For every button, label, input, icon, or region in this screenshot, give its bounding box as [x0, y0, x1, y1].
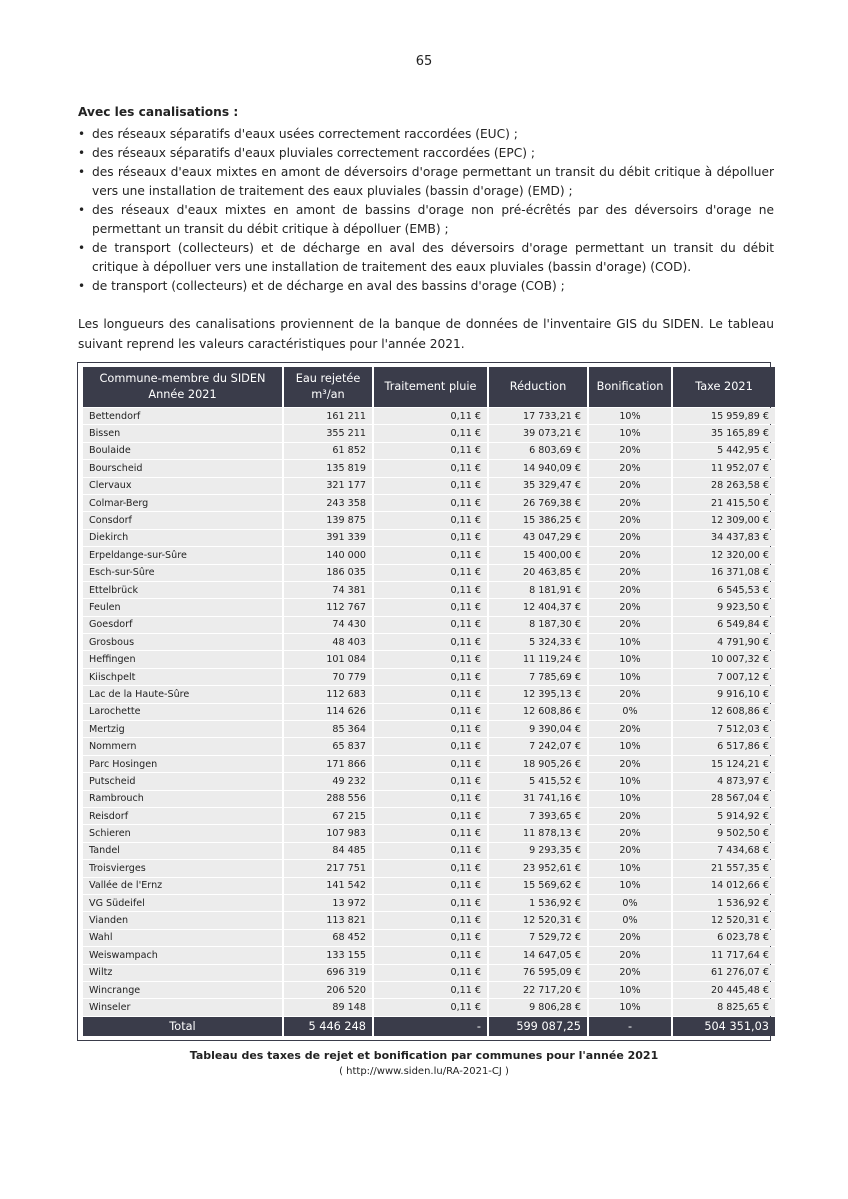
table-row — [83, 791, 775, 807]
cell-traitement: 0,11 € — [374, 408, 487, 424]
table-row — [83, 860, 775, 876]
cell-reduction: 9 390,04 € — [489, 721, 587, 737]
cell-traitement: 0,11 € — [374, 547, 487, 563]
total-bonification: - — [589, 1017, 671, 1036]
cell-eau-rejetee: 114 626 — [284, 704, 372, 720]
cell-traitement: 0,11 € — [374, 495, 487, 511]
cell-bonification: 20% — [589, 721, 671, 737]
cell-bonification: 20% — [589, 965, 671, 981]
total-label: Total — [83, 1017, 282, 1036]
table-caption: Tableau des taxes de rejet et bonification par communes pour l'année 2021 — [189, 1049, 659, 1062]
cell-taxe: 28 567,04 € — [673, 791, 775, 807]
cell-bonification: 20% — [589, 843, 671, 859]
cell-taxe: 15 959,89 € — [673, 408, 775, 424]
cell-bonification: 10% — [589, 669, 671, 685]
cell-bonification: 20% — [589, 617, 671, 633]
cell-traitement: 0,11 € — [374, 878, 487, 894]
cell-taxe: 9 923,50 € — [673, 599, 775, 615]
cell-reduction: 8 181,91 € — [489, 582, 587, 598]
bullet-icon: • — [78, 146, 86, 160]
cell-reduction: 39 073,21 € — [489, 425, 587, 441]
cell-traitement: 0,11 € — [374, 704, 487, 720]
cell-taxe: 6 023,78 € — [673, 930, 775, 946]
table-row — [83, 634, 775, 650]
cell-commune: Goesdorf — [83, 617, 282, 633]
bullet-icon: • — [78, 279, 86, 293]
source-link[interactable]: ( http://www.siden.lu/RA-2021-CJ ) — [339, 1066, 509, 1077]
bullet-list — [78, 125, 774, 296]
cell-commune: Esch-sur-Sûre — [83, 565, 282, 581]
cell-commune: Nommern — [83, 738, 282, 754]
cell-traitement: 0,11 € — [374, 460, 487, 476]
cell-reduction: 15 386,25 € — [489, 512, 587, 528]
cell-eau-rejetee: 321 177 — [284, 478, 372, 494]
cell-bonification: 0% — [589, 704, 671, 720]
list-item: • de transport (collecteurs) et de décharge en aval des bassins d'orage (COB) ; — [78, 277, 774, 296]
cell-commune: Heffingen — [83, 651, 282, 667]
table-row — [83, 756, 775, 772]
cell-taxe: 12 608,86 € — [673, 704, 775, 720]
cell-taxe: 11 952,07 € — [673, 460, 775, 476]
cell-taxe: 7 007,12 € — [673, 669, 775, 685]
table-row — [83, 547, 775, 563]
table-row — [83, 895, 775, 911]
cell-traitement: 0,11 € — [374, 930, 487, 946]
cell-taxe: 16 371,08 € — [673, 565, 775, 581]
cell-bonification: 10% — [589, 634, 671, 650]
cell-commune: Consdorf — [83, 512, 282, 528]
cell-traitement: 0,11 € — [374, 721, 487, 737]
cell-eau-rejetee: 288 556 — [284, 791, 372, 807]
cell-eau-rejetee: 107 983 — [284, 825, 372, 841]
cell-eau-rejetee: 113 821 — [284, 912, 372, 928]
table-row — [83, 808, 775, 824]
cell-reduction: 12 404,37 € — [489, 599, 587, 615]
cell-reduction: 7 785,69 € — [489, 669, 587, 685]
cell-traitement: 0,11 € — [374, 686, 487, 702]
cell-traitement: 0,11 € — [374, 773, 487, 789]
cell-taxe: 10 007,32 € — [673, 651, 775, 667]
cell-traitement: 0,11 € — [374, 738, 487, 754]
table-row — [83, 999, 775, 1015]
cell-traitement: 0,11 € — [374, 512, 487, 528]
cell-commune: Bissen — [83, 425, 282, 441]
cell-commune: VG Südeifel — [83, 895, 282, 911]
cell-taxe: 8 825,65 € — [673, 999, 775, 1015]
cell-commune: Wiltz — [83, 965, 282, 981]
header-commune: Commune-membre du SIDEN Année 2021 — [83, 367, 282, 407]
cell-eau-rejetee: 84 485 — [284, 843, 372, 859]
cell-bonification: 20% — [589, 599, 671, 615]
table-row — [83, 512, 775, 528]
cell-taxe: 1 536,92 € — [673, 895, 775, 911]
cell-traitement: 0,11 € — [374, 982, 487, 998]
cell-traitement: 0,11 € — [374, 599, 487, 615]
cell-traitement: 0,11 € — [374, 425, 487, 441]
cell-commune: Lac de la Haute-Sûre — [83, 686, 282, 702]
total-taxe: 504 351,03 — [673, 1017, 775, 1036]
cell-eau-rejetee: 243 358 — [284, 495, 372, 511]
table-header-row — [83, 367, 775, 407]
cell-bonification: 0% — [589, 895, 671, 911]
cell-traitement: 0,11 € — [374, 965, 487, 981]
cell-taxe: 34 437,83 € — [673, 530, 775, 546]
table-row — [83, 460, 775, 476]
cell-bonification: 20% — [589, 512, 671, 528]
cell-eau-rejetee: 171 866 — [284, 756, 372, 772]
cell-reduction: 14 647,05 € — [489, 947, 587, 963]
cell-taxe: 9 502,50 € — [673, 825, 775, 841]
cell-eau-rejetee: 89 148 — [284, 999, 372, 1015]
cell-bonification: 20% — [589, 582, 671, 598]
cell-commune: Parc Hosingen — [83, 756, 282, 772]
cell-eau-rejetee: 61 852 — [284, 443, 372, 459]
table-row — [83, 686, 775, 702]
cell-taxe: 12 520,31 € — [673, 912, 775, 928]
tax-table — [81, 366, 777, 1037]
cell-commune: Grosbous — [83, 634, 282, 650]
cell-traitement: 0,11 € — [374, 999, 487, 1015]
cell-traitement: 0,11 € — [374, 669, 487, 685]
cell-traitement: 0,11 € — [374, 651, 487, 667]
cell-commune: Boulaide — [83, 443, 282, 459]
cell-commune: Troisvierges — [83, 860, 282, 876]
cell-reduction: 7 393,65 € — [489, 808, 587, 824]
cell-traitement: 0,11 € — [374, 912, 487, 928]
cell-traitement: 0,11 € — [374, 582, 487, 598]
table-row — [83, 965, 775, 981]
cell-commune: Bourscheid — [83, 460, 282, 476]
cell-reduction: 7 242,07 € — [489, 738, 587, 754]
cell-bonification: 20% — [589, 565, 671, 581]
cell-commune: Clervaux — [83, 478, 282, 494]
cell-bonification: 20% — [589, 930, 671, 946]
table-row — [83, 878, 775, 894]
cell-bonification: 10% — [589, 878, 671, 894]
cell-eau-rejetee: 133 155 — [284, 947, 372, 963]
tax-table-frame — [77, 362, 771, 1041]
list-item: • des réseaux d'eaux mixtes en amont de bassins d'orage non pré-écrêtés par des déversoirs d'orage ne permettant un transit du débit critique à dépolluer (EMB) ; — [78, 203, 774, 236]
cell-commune: Larochette — [83, 704, 282, 720]
cell-taxe: 7 434,68 € — [673, 843, 775, 859]
cell-bonification: 20% — [589, 686, 671, 702]
cell-bonification: 20% — [589, 478, 671, 494]
cell-traitement: 0,11 € — [374, 825, 487, 841]
cell-reduction: 76 595,09 € — [489, 965, 587, 981]
cell-commune: Vallée de l'Ernz — [83, 878, 282, 894]
cell-bonification: 20% — [589, 460, 671, 476]
cell-reduction: 26 769,38 € — [489, 495, 587, 511]
cell-reduction: 5 415,52 € — [489, 773, 587, 789]
cell-traitement: 0,11 € — [374, 947, 487, 963]
cell-reduction: 9 806,28 € — [489, 999, 587, 1015]
cell-bonification: 10% — [589, 425, 671, 441]
cell-commune: Colmar-Berg — [83, 495, 282, 511]
cell-eau-rejetee: 49 232 — [284, 773, 372, 789]
cell-reduction: 17 733,21 € — [489, 408, 587, 424]
cell-taxe: 5 914,92 € — [673, 808, 775, 824]
cell-reduction: 8 187,30 € — [489, 617, 587, 633]
cell-taxe: 12 309,00 € — [673, 512, 775, 528]
cell-commune: Diekirch — [83, 530, 282, 546]
cell-traitement: 0,11 € — [374, 791, 487, 807]
table-row — [83, 825, 775, 841]
list-item: • des réseaux séparatifs d'eaux pluviales correctement raccordées (EPC) ; — [78, 144, 774, 163]
cell-eau-rejetee: 141 542 — [284, 878, 372, 894]
cell-taxe: 28 263,58 € — [673, 478, 775, 494]
cell-bonification: 10% — [589, 651, 671, 667]
cell-traitement: 0,11 € — [374, 617, 487, 633]
cell-reduction: 11 878,13 € — [489, 825, 587, 841]
cell-reduction: 14 940,09 € — [489, 460, 587, 476]
cell-taxe: 6 549,84 € — [673, 617, 775, 633]
cell-traitement: 0,11 € — [374, 530, 487, 546]
table-row — [83, 408, 775, 424]
cell-traitement: 0,11 € — [374, 756, 487, 772]
cell-taxe: 20 445,48 € — [673, 982, 775, 998]
cell-reduction: 43 047,29 € — [489, 530, 587, 546]
table-row — [83, 721, 775, 737]
cell-eau-rejetee: 101 084 — [284, 651, 372, 667]
cell-traitement: 0,11 € — [374, 443, 487, 459]
table-row — [83, 478, 775, 494]
cell-reduction: 18 905,26 € — [489, 756, 587, 772]
cell-reduction: 9 293,35 € — [489, 843, 587, 859]
cell-reduction: 15 400,00 € — [489, 547, 587, 563]
cell-reduction: 15 569,62 € — [489, 878, 587, 894]
table-row — [83, 947, 775, 963]
cell-bonification: 10% — [589, 773, 671, 789]
cell-commune: Vianden — [83, 912, 282, 928]
cell-taxe: 14 012,66 € — [673, 878, 775, 894]
cell-eau-rejetee: 48 403 — [284, 634, 372, 650]
cell-eau-rejetee: 217 751 — [284, 860, 372, 876]
cell-eau-rejetee: 135 819 — [284, 460, 372, 476]
table-row — [83, 443, 775, 459]
cell-bonification: 10% — [589, 791, 671, 807]
cell-reduction: 12 608,86 € — [489, 704, 587, 720]
cell-eau-rejetee: 85 364 — [284, 721, 372, 737]
cell-reduction: 12 395,13 € — [489, 686, 587, 702]
cell-taxe: 9 916,10 € — [673, 686, 775, 702]
cell-eau-rejetee: 696 319 — [284, 965, 372, 981]
cell-eau-rejetee: 74 381 — [284, 582, 372, 598]
cell-bonification: 20% — [589, 530, 671, 546]
list-item: • des réseaux d'eaux mixtes en amont de déversoirs d'orage permettant un transit du débit critique à dépolluer vers une installation de traitement des eaux pluviales (bassin d'orage) (EMD) ; — [78, 165, 774, 198]
table-row — [83, 930, 775, 946]
cell-taxe: 7 512,03 € — [673, 721, 775, 737]
table-row — [83, 843, 775, 859]
cell-bonification: 10% — [589, 738, 671, 754]
cell-bonification: 20% — [589, 808, 671, 824]
cell-traitement: 0,11 € — [374, 478, 487, 494]
table-body — [83, 408, 775, 1016]
cell-commune: Bettendorf — [83, 408, 282, 424]
cell-eau-rejetee: 67 215 — [284, 808, 372, 824]
list-item: • des réseaux séparatifs d'eaux usées correctement raccordées (EUC) ; — [78, 125, 774, 144]
cell-taxe: 21 415,50 € — [673, 495, 775, 511]
table-row — [83, 704, 775, 720]
cell-taxe: 11 717,64 € — [673, 947, 775, 963]
intro-title: Avec les canalisations : — [78, 105, 239, 119]
total-eau: 5 446 248 — [284, 1017, 372, 1036]
cell-traitement: 0,11 € — [374, 860, 487, 876]
header-traitement: Traitement pluie — [374, 367, 487, 407]
cell-traitement: 0,11 € — [374, 895, 487, 911]
cell-reduction: 35 329,47 € — [489, 478, 587, 494]
total-traitement: - — [374, 1017, 487, 1036]
total-row — [83, 1017, 775, 1036]
cell-taxe: 5 442,95 € — [673, 443, 775, 459]
cell-eau-rejetee: 206 520 — [284, 982, 372, 998]
cell-bonification: 0% — [589, 912, 671, 928]
cell-commune: Erpeldange-sur-Sûre — [83, 547, 282, 563]
cell-eau-rejetee: 68 452 — [284, 930, 372, 946]
cell-eau-rejetee: 112 683 — [284, 686, 372, 702]
cell-bonification: 20% — [589, 547, 671, 563]
cell-bonification: 10% — [589, 999, 671, 1015]
header-bonification: Bonification — [589, 367, 671, 407]
cell-taxe: 6 517,86 € — [673, 738, 775, 754]
cell-commune: Feulen — [83, 599, 282, 615]
cell-bonification: 20% — [589, 756, 671, 772]
table-row — [83, 530, 775, 546]
intro-paragraph: Les longueurs des canalisations proviennent de la banque de données de l'inventaire GIS du SIDEN. Le tableau suivant reprend les valeurs caractéristiques pour l'année 2021. — [78, 317, 774, 351]
cell-traitement: 0,11 € — [374, 843, 487, 859]
table-row — [83, 651, 775, 667]
cell-eau-rejetee: 112 767 — [284, 599, 372, 615]
table-row — [83, 425, 775, 441]
cell-taxe: 61 276,07 € — [673, 965, 775, 981]
table-row — [83, 582, 775, 598]
cell-reduction: 6 803,69 € — [489, 443, 587, 459]
cell-taxe: 4 873,97 € — [673, 773, 775, 789]
cell-commune: Winseler — [83, 999, 282, 1015]
cell-bonification: 20% — [589, 495, 671, 511]
cell-eau-rejetee: 186 035 — [284, 565, 372, 581]
cell-bonification: 10% — [589, 860, 671, 876]
cell-reduction: 1 536,92 € — [489, 895, 587, 911]
cell-bonification: 20% — [589, 443, 671, 459]
cell-reduction: 20 463,85 € — [489, 565, 587, 581]
table-row — [83, 738, 775, 754]
cell-bonification: 10% — [589, 408, 671, 424]
cell-taxe: 6 545,53 € — [673, 582, 775, 598]
cell-reduction: 7 529,72 € — [489, 930, 587, 946]
cell-reduction: 5 324,33 € — [489, 634, 587, 650]
table-row — [83, 617, 775, 633]
cell-eau-rejetee: 140 000 — [284, 547, 372, 563]
cell-taxe: 4 791,90 € — [673, 634, 775, 650]
cell-eau-rejetee: 139 875 — [284, 512, 372, 528]
cell-taxe: 21 557,35 € — [673, 860, 775, 876]
cell-reduction: 23 952,61 € — [489, 860, 587, 876]
total-reduction: 599 087,25 — [489, 1017, 587, 1036]
cell-bonification: 10% — [589, 982, 671, 998]
table-row — [83, 912, 775, 928]
cell-taxe: 12 320,00 € — [673, 547, 775, 563]
cell-commune: Rambrouch — [83, 791, 282, 807]
cell-eau-rejetee: 65 837 — [284, 738, 372, 754]
header-eau-rejetee: Eau rejetée m³/an — [284, 367, 372, 407]
cell-reduction: 22 717,20 € — [489, 982, 587, 998]
cell-commune: Tandel — [83, 843, 282, 859]
header-reduction: Réduction — [489, 367, 587, 407]
cell-bonification: 20% — [589, 947, 671, 963]
cell-commune: Wahl — [83, 930, 282, 946]
cell-reduction: 11 119,24 € — [489, 651, 587, 667]
cell-commune: Ettelbrück — [83, 582, 282, 598]
table-row — [83, 495, 775, 511]
cell-traitement: 0,11 € — [374, 808, 487, 824]
bullet-icon: • — [78, 203, 86, 217]
list-item: • de transport (collecteurs) et de décharge en aval des déversoirs d'orage permettant un transit du débit critique à dépolluer vers une installation de traitement des eaux pluviales (bassin d'orage) (COD). — [78, 241, 774, 274]
cell-commune: Schieren — [83, 825, 282, 841]
cell-taxe: 15 124,21 € — [673, 756, 775, 772]
cell-bonification: 20% — [589, 825, 671, 841]
table-row — [83, 599, 775, 615]
bullet-icon: • — [78, 127, 86, 141]
cell-commune: Wincrange — [83, 982, 282, 998]
cell-reduction: 12 520,31 € — [489, 912, 587, 928]
bullet-icon: • — [78, 241, 86, 255]
cell-commune: Reisdorf — [83, 808, 282, 824]
cell-traitement: 0,11 € — [374, 565, 487, 581]
cell-eau-rejetee: 355 211 — [284, 425, 372, 441]
cell-taxe: 35 165,89 € — [673, 425, 775, 441]
table-row — [83, 565, 775, 581]
cell-commune: Mertzig — [83, 721, 282, 737]
cell-commune: Weiswampach — [83, 947, 282, 963]
cell-commune: Putscheid — [83, 773, 282, 789]
cell-traitement: 0,11 € — [374, 634, 487, 650]
cell-eau-rejetee: 391 339 — [284, 530, 372, 546]
intro-section — [78, 103, 774, 354]
table-row — [83, 982, 775, 998]
header-taxe: Taxe 2021 — [673, 367, 775, 407]
cell-reduction: 31 741,16 € — [489, 791, 587, 807]
cell-eau-rejetee: 161 211 — [284, 408, 372, 424]
table-row — [83, 773, 775, 789]
bullet-icon: • — [78, 165, 86, 179]
cell-eau-rejetee: 74 430 — [284, 617, 372, 633]
cell-commune: Kiischpelt — [83, 669, 282, 685]
page-number: 65 — [415, 54, 433, 69]
cell-eau-rejetee: 70 779 — [284, 669, 372, 685]
table-row — [83, 669, 775, 685]
cell-eau-rejetee: 13 972 — [284, 895, 372, 911]
